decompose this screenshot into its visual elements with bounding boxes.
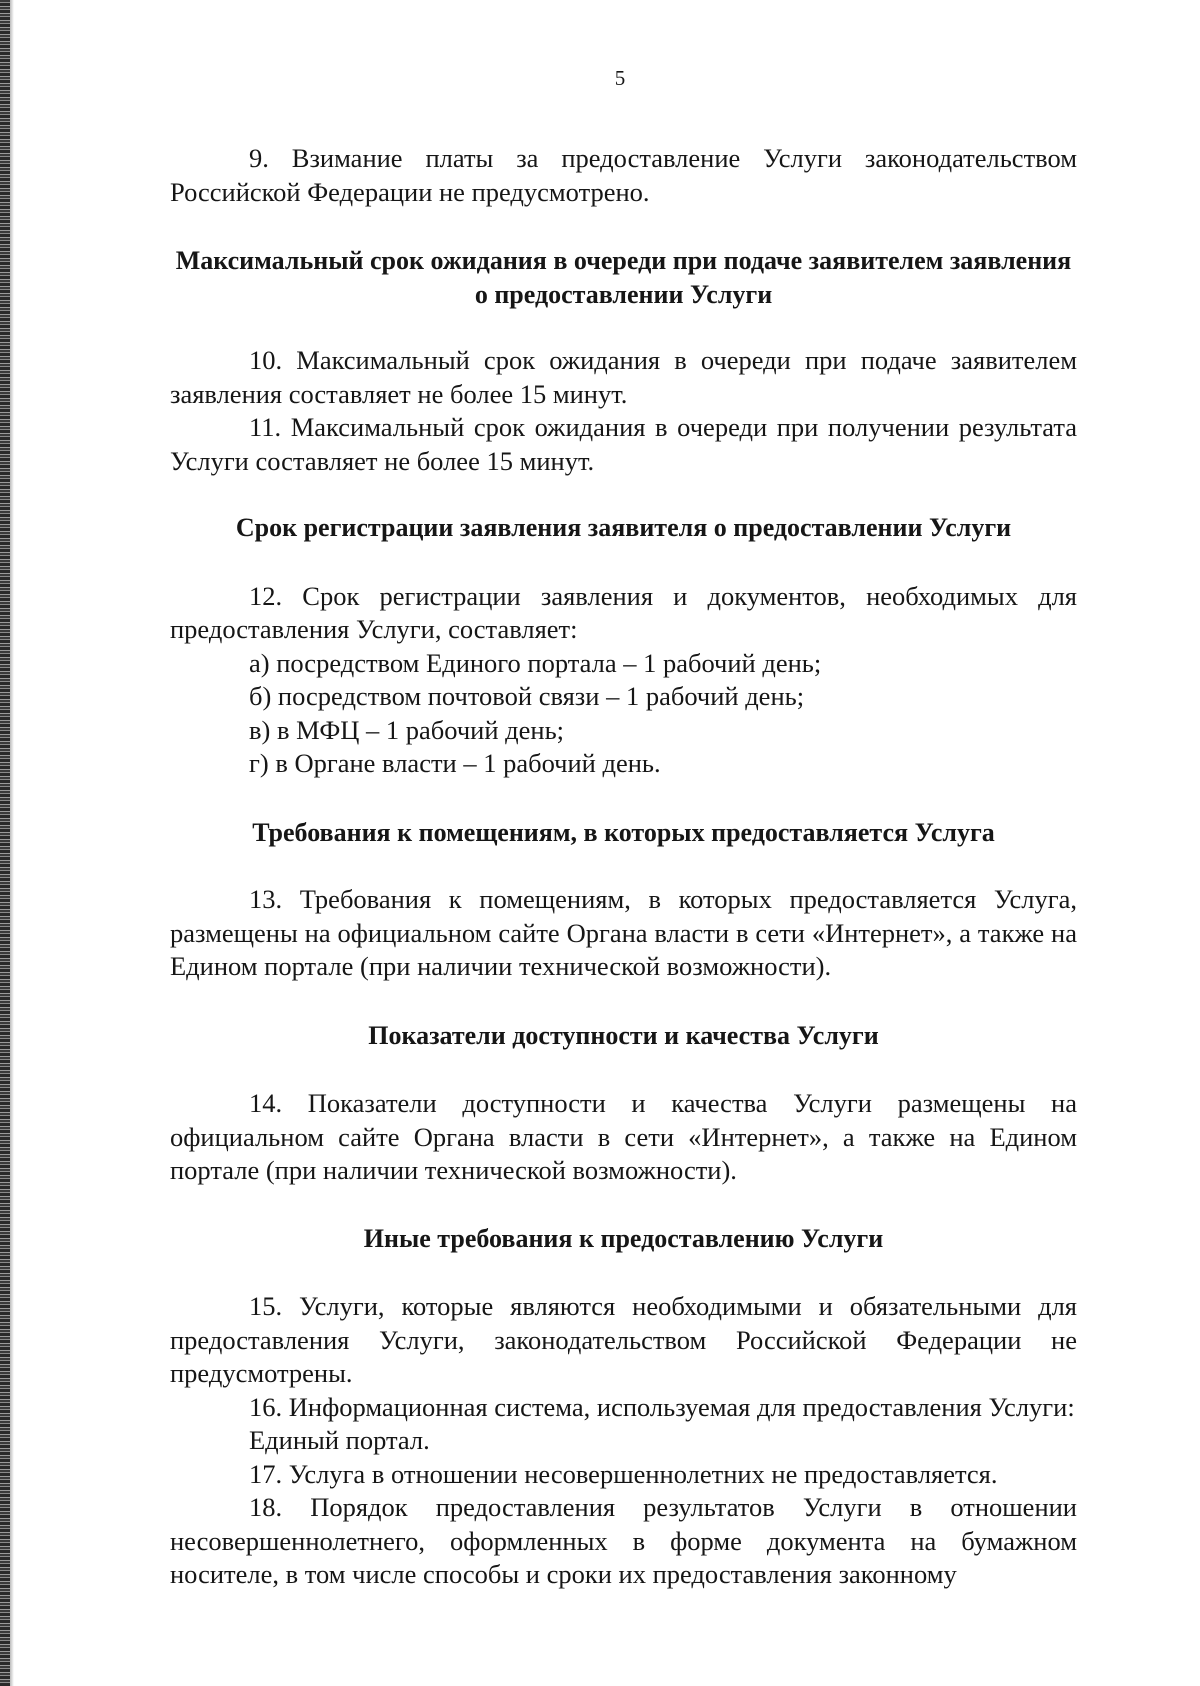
paragraph-14: 14. Показатели доступности и качества Услуги размещены на официальном сайте Органа власти в сети «Интернет», а также на Едином портале (при наличии технической возможности). bbox=[170, 1088, 1077, 1185]
paragraph-15: 15. Услуги, которые являются необходимыми и обязательными для предоставления Услуги, законодательством Российской Федерации не предусмотрены. bbox=[170, 1291, 1077, 1388]
paragraph-10: 10. Максимальный срок ожидания в очереди при подаче заявителем заявления составляет не более 15 минут. bbox=[170, 345, 1077, 409]
heading-queue-time: Максимальный срок ожидания в очереди при подаче заявителем заявления о предоставлении Услуги bbox=[175, 246, 1072, 309]
list-item: г) в Органе власти – 1 рабочий день. bbox=[249, 748, 661, 778]
scan-binding-edge bbox=[0, 0, 12, 1686]
document-body bbox=[170, 142, 1077, 1592]
heading-other-requirements: Иные требования к предоставлению Услуги bbox=[363, 1223, 884, 1253]
paragraph-11: 11. Максимальный срок ожидания в очереди при получении результата Услуги составляет не более 15 минут. bbox=[170, 412, 1077, 476]
paragraph-16-value: Единый портал. bbox=[249, 1425, 430, 1455]
paragraph-16: 16. Информационная система, используемая для предоставления Услуги: bbox=[249, 1391, 1075, 1422]
paragraph-9: 9. Взимание платы за предоставление Услуги законодательством Российской Федерации не предусмотрено. bbox=[170, 143, 1077, 207]
list-item: в) в МФЦ – 1 рабочий день; bbox=[249, 714, 565, 745]
paragraph-17: 17. Услуга в отношении несовершеннолетних не предоставляется. bbox=[249, 1458, 998, 1489]
paragraph-18: 18. Порядок предоставления результатов Услуги в отношении несовершеннолетнего, оформленных в форме документа на бумажном носителе, в том числе способы и сроки их предоставления законному bbox=[170, 1492, 1077, 1589]
list-item: б) посредством почтовой связи – 1 рабочий день; bbox=[249, 681, 805, 711]
heading-registration-time: Срок регистрации заявления заявителя о предоставлении Услуги bbox=[235, 513, 1012, 542]
paragraph-13: 13. Требования к помещениям, в которых предоставляется Услуга, размещены на официальном сайте Органа власти в сети «Интернет», а также на Едином портале (при наличии технической возможности). bbox=[170, 884, 1077, 981]
paragraph-12: 12. Срок регистрации заявления и документов, необходимых для предоставления Услуги, составляет: bbox=[170, 580, 1077, 644]
heading-premises-requirements: Требования к помещениям, в которых предоставляется Услуга bbox=[252, 817, 995, 847]
heading-quality-indicators: Показатели доступности и качества Услуги bbox=[368, 1020, 879, 1050]
page-number: 5 bbox=[614, 66, 626, 90]
list-item: а) посредством Единого портала – 1 рабочий день; bbox=[249, 647, 822, 678]
